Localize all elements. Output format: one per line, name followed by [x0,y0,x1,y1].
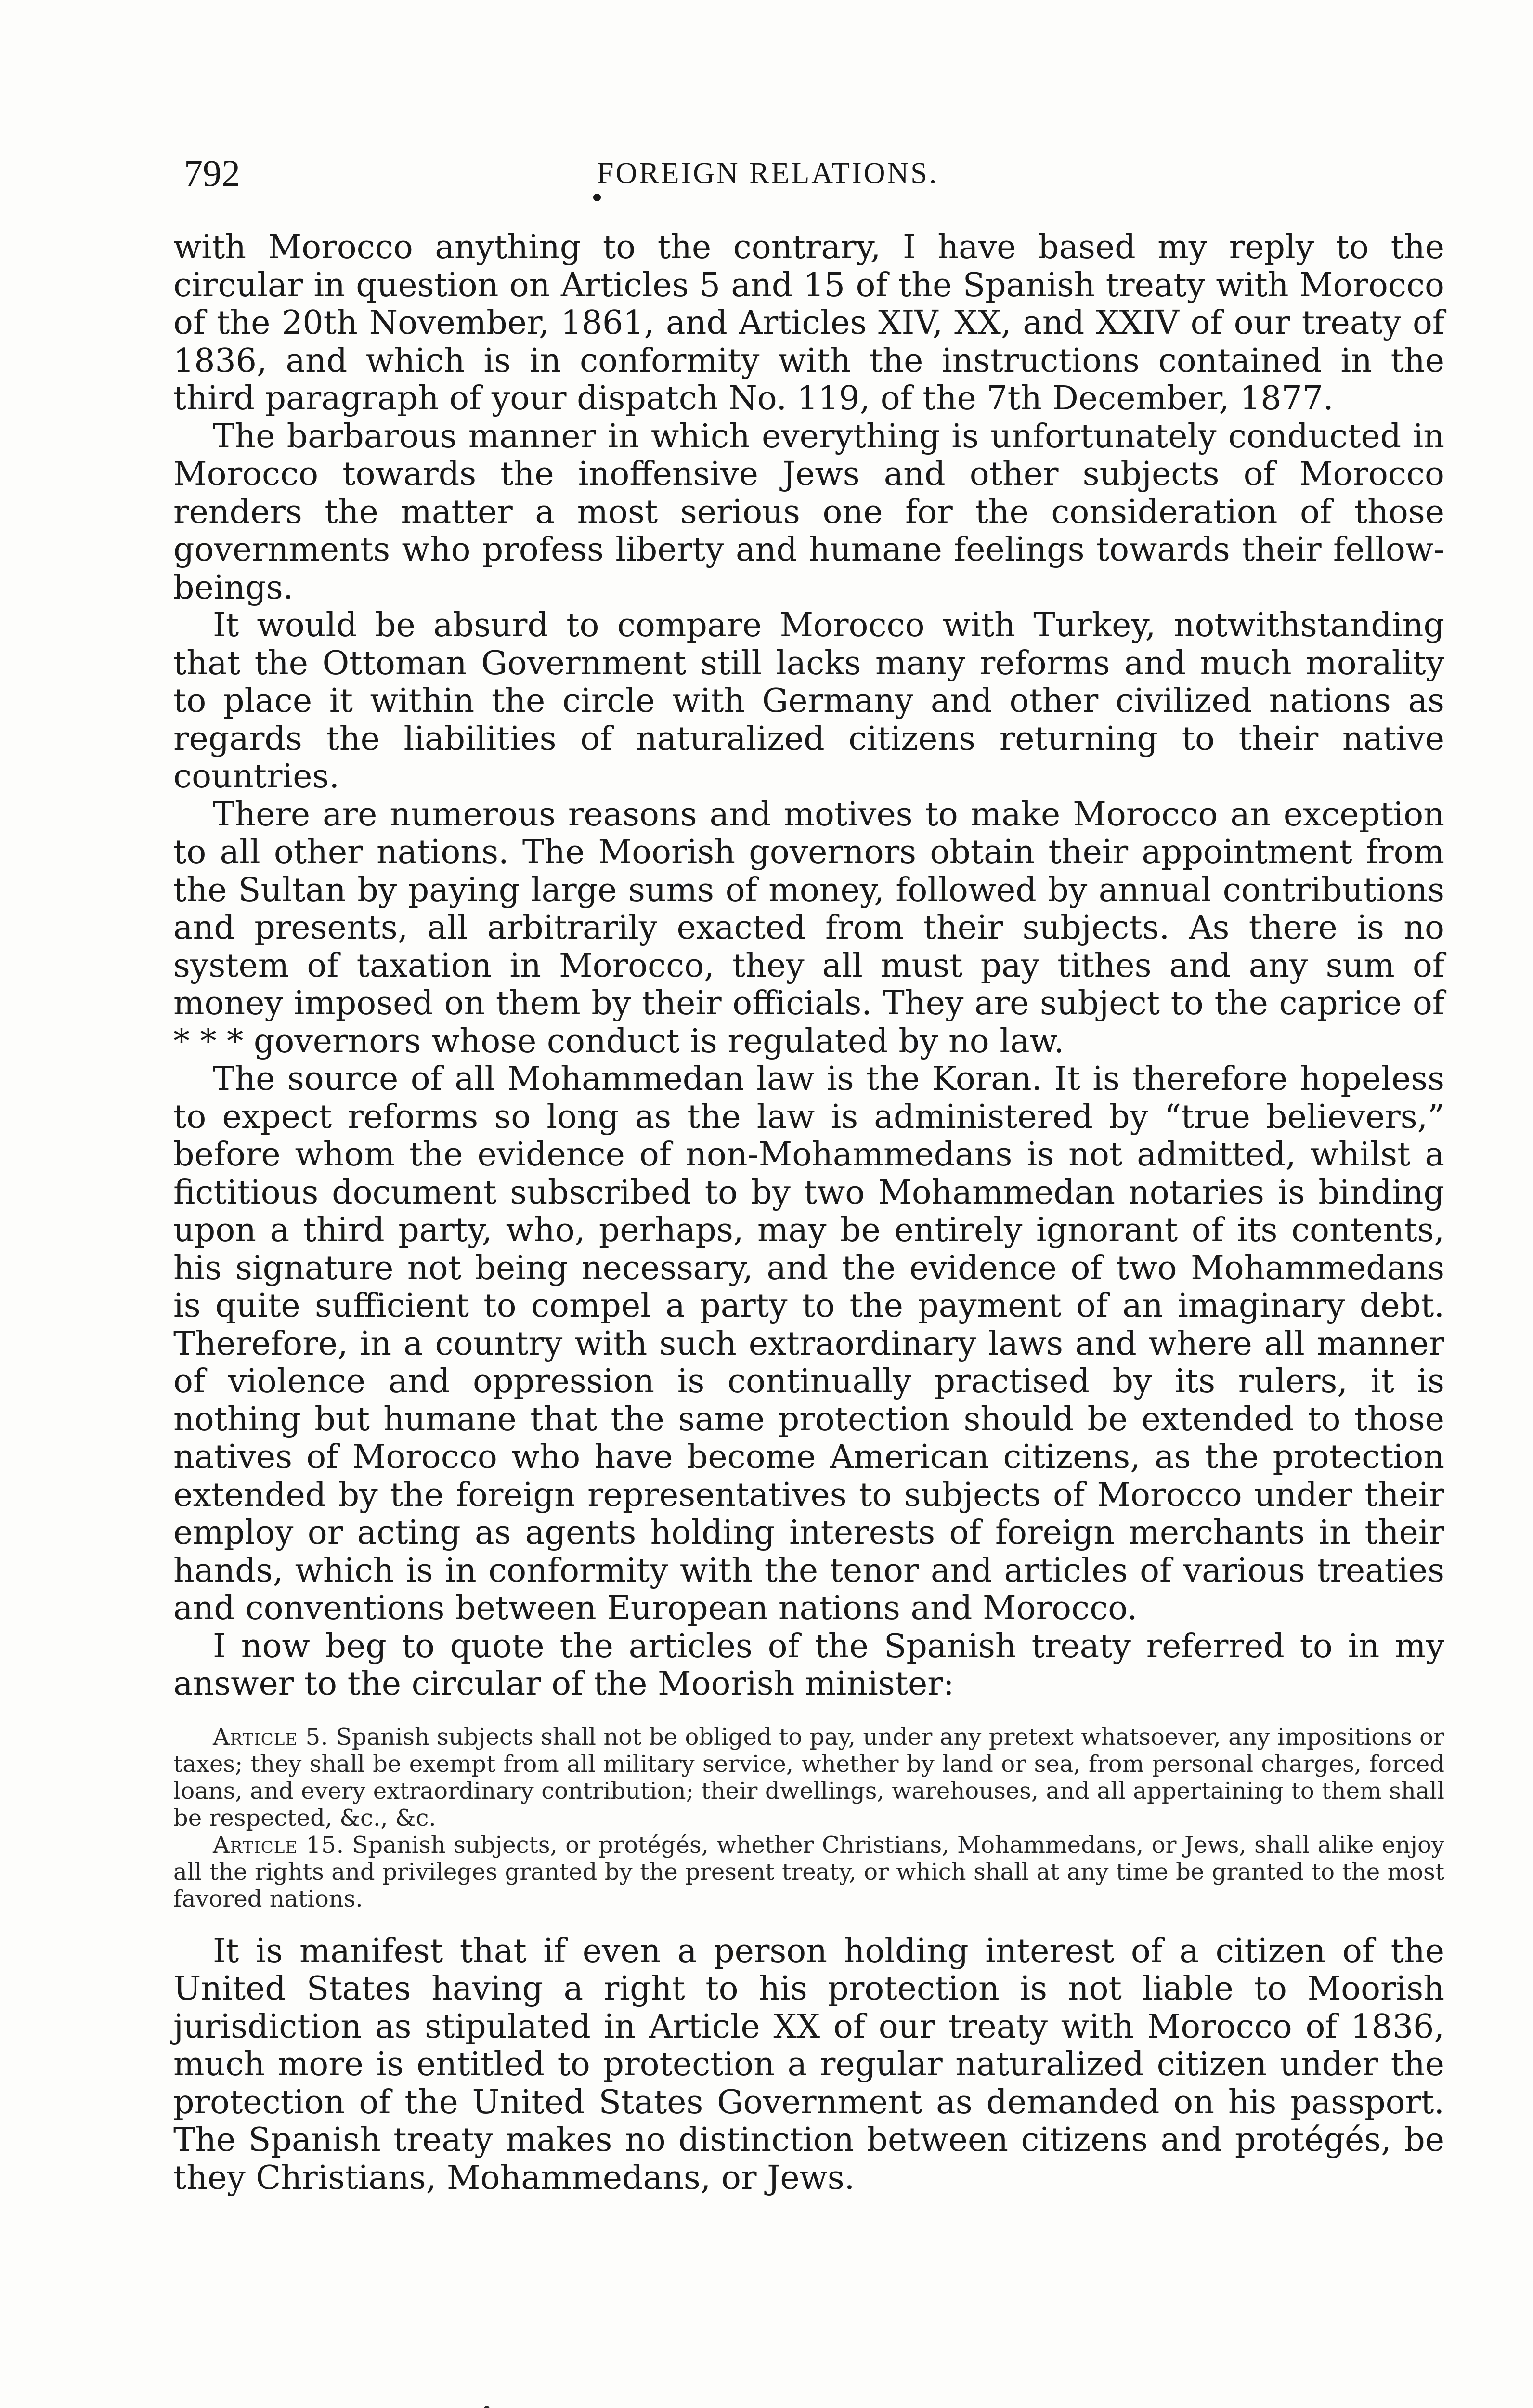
paragraph-continuation: with Morocco anything to the contrary, I have based my reply to the circular in question on Articles 5 and 15 of the Spanish treaty with Morocco of the 20th November, 1861, and Articles XIV, XX, and XXIV of our treaty of 1836, and which is in conformity with the instructions contained in the third paragraph of your dispatch No. 119, of the 7th December, 1877. [173,228,1444,418]
body-text [173,229,1444,2197]
paragraph-quote-intro: I now beg to quote the articles of the Spanish treaty referred to in my answer to the circular of the Moorish minister: [173,1627,1444,1703]
quote-article-5-label: Article 5. [213,1723,329,1751]
treaty-quotes [173,1724,1444,1912]
paragraph-turkey-comparison: It would be absurd to compare Morocco with Turkey, notwithstanding that the Ottoman Government still lacks many reforms and much morality to place it within the circle with Germany and other civilized nations as regards the liabilities of naturalized citizens returning to their native countries. [173,606,1444,796]
running-title: FOREIGN RELATIONS. [597,157,939,190]
bottom-ink-dot [484,2406,490,2408]
paragraph-reasons-motives: There are numerous reasons and motives to make Morocco an exception to all other nations. The Moorish governors obtain their appointment from the Sultan by paying large sums of money, followed by annual contributions and presents, all arbitrarily exacted from their subjects. As there is no system of taxation in Morocco, they all must pay tithes and any sum of money imposed on them by their officials. They are subject to the caprice of * * * governors whose conduct is regulated by no law. [173,795,1444,1060]
quote-article-5 [173,1724,1444,1832]
page-header [173,144,1444,202]
quote-article-15 [173,1832,1444,1912]
paragraph-closing: It is manifest that if even a person holding interest of a citizen of the United States having a right to his protection is not liable to Moorish jurisdiction as stipulated in Article XX of our treaty with Morocco of 1836, much more is entitled to protection a regular naturalized citizen under the protection of the United States Government as demanded on his passport. The Spanish treaty makes no distinction between citizens and protégés, be they Christians, Mohammedans, or Jews. [173,1932,1444,2197]
paragraph-barbarous-manner: The barbarous manner in which everything is unfortunately conducted in Morocco towards the inoffensive Jews and other subjects of Morocco renders the matter a most serious one for the consideration of those governments who profess liberty and humane feelings towards their fellow-beings. [173,417,1444,607]
quote-article-15-label: Article 15. [213,1831,345,1858]
paragraph-mohammedan-law: The source of all Mohammedan law is the Koran. It is therefore hopeless to expect reforms so long as the law is administered by “true believers,” before whom the evidence of non-Mohammedans is not admitted, whilst a fictitious document subscribed to by two Mohammedan notaries is binding upon a third party, who, perhaps, may be entirely ignorant of its contents, his signature not being necessary, and the evidence of two Mohammedans is quite sufficient to compel a party to the payment of an imaginary debt. Therefore, in a country with such extraordinary laws and where all manner of violence and oppression is continually practised by its rulers, it is nothing but humane that the same protection should be extended to those natives of Morocco who have become American citizens, as the protection extended by the foreign representatives to subjects of Morocco under their employ or acting as agents holding interests of foreign merchants in their hands, which is in conformity with the tenor and articles of various treaties and conventions between European nations and Morocco. [173,1060,1444,1627]
quote-article-15-text: Spanish subjects, or protégés, whether Christians, Mohammedans, or Jews, shall alike enjoy all the rights and privileges granted by the present treaty, or which shall at any time be granted to the most favored nations. [173,1831,1445,1912]
quote-article-5-text: Spanish subjects shall not be obliged to pay, under any pretext whatsoever, any impositions or taxes; they shall be exempt from all military service, whether by land or sea, from personal charges, forced loans, and every extraordinary contribution; their dwellings, warehouses, and all appertaining to them shall be respected, &c., &c. [173,1723,1444,1832]
page-number: 792 [184,152,240,194]
